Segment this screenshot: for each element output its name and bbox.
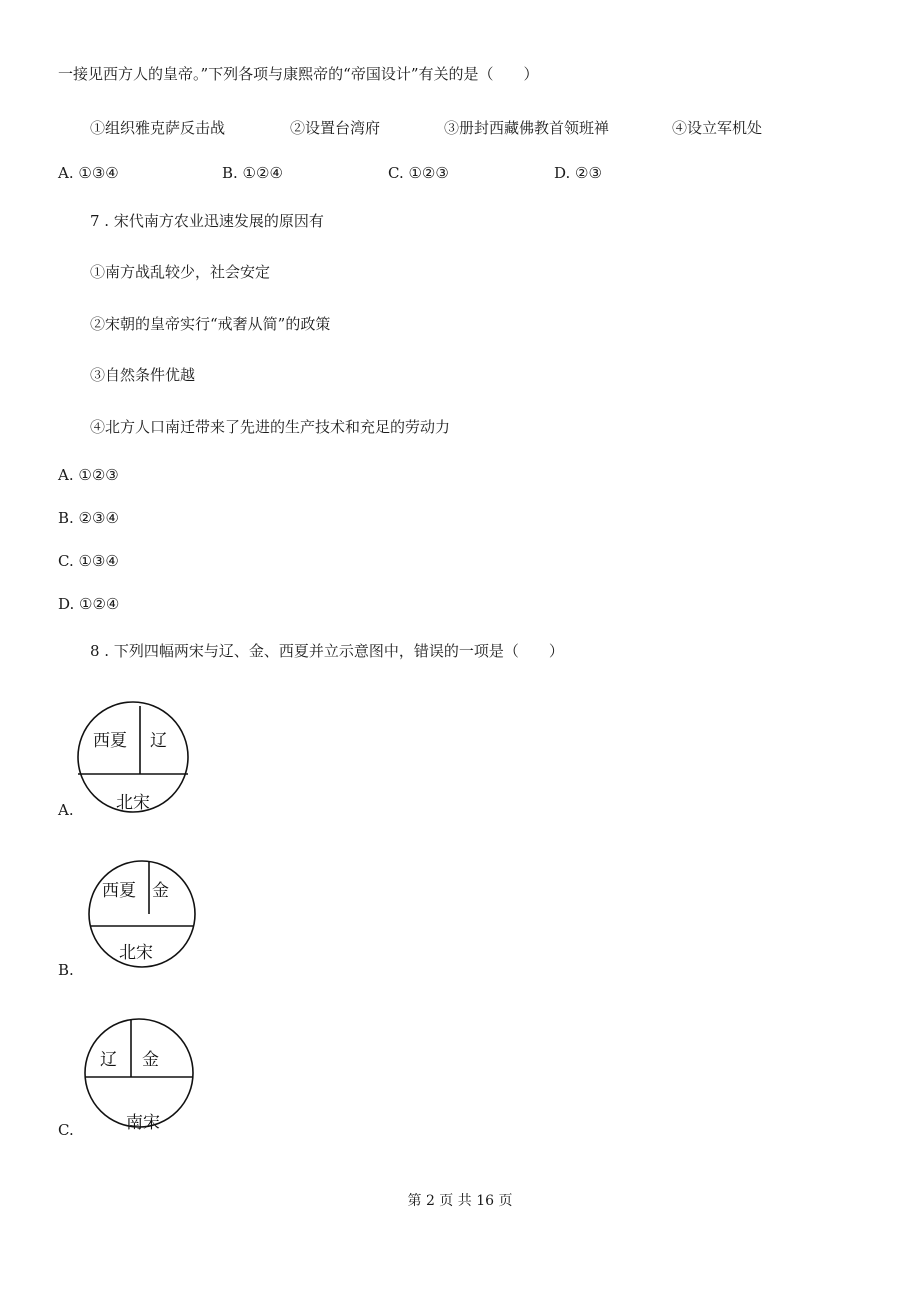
q7-item-2: ②宋朝的皇帝实行“戒奢从简”的政策: [90, 315, 331, 333]
q7-item-3: ③自然条件优越: [90, 366, 196, 384]
q7-option-c[interactable]: C. ①③④: [58, 552, 119, 570]
q8-option-a-label[interactable]: A.: [58, 801, 74, 819]
q8-stem: 8 . 下列四幅两宋与辽、金、西夏并立示意图中，错误的一项是（ ）: [90, 642, 564, 660]
diagram-c-bottom: 南宋: [126, 1113, 160, 1131]
q7-option-b[interactable]: B. ②③④: [58, 509, 119, 527]
page-footer: 第 2 页 共 16 页: [407, 1193, 513, 1209]
q8-diagram-a[interactable]: [74, 700, 194, 820]
q6-option-c[interactable]: C. ①②③: [388, 164, 449, 182]
q6-option-d[interactable]: D. ②③: [554, 164, 602, 182]
q6-item-3: ③册封西藏佛教首领班禅: [444, 119, 610, 137]
diagram-a-top-right: 辽: [150, 731, 167, 751]
diagram-a-bottom: 北宋: [116, 793, 150, 813]
q6-option-b[interactable]: B. ①②④: [222, 164, 283, 182]
diagram-b-bottom: 北宋: [119, 943, 153, 963]
q8-diagram-c[interactable]: [82, 1015, 196, 1135]
q8-option-b-label[interactable]: B.: [58, 961, 74, 979]
q6-stem-tail: 一接见西方人的皇帝。”下列各项与康熙帝的“帝国设计”有关的是（ ）: [58, 65, 539, 83]
q8-option-c-label[interactable]: C.: [58, 1121, 74, 1139]
q7-item-1: ①南方战乱较少，社会安定: [90, 263, 271, 281]
q6-option-a[interactable]: A. ①③④: [58, 164, 119, 182]
q7-option-a[interactable]: A. ①②③: [58, 466, 119, 484]
q6-item-4: ④设立军机处: [672, 119, 763, 137]
diagram-c-top-left: 辽: [100, 1050, 117, 1070]
q7-stem: 7 . 宋代南方农业迅速发展的原因有: [90, 212, 324, 230]
q6-item-2: ②设置台湾府: [290, 119, 381, 137]
diagram-b-top-left: 西夏: [102, 881, 136, 901]
q8-diagram-b[interactable]: [86, 858, 198, 976]
q7-item-4: ④北方人口南迁带来了先进的生产技术和充足的劳动力: [90, 418, 451, 436]
diagram-c-circle: [85, 1019, 193, 1127]
diagram-a-top-left: 西夏: [93, 731, 127, 751]
q6-item-1: ①组织雅克萨反击战: [90, 119, 226, 137]
q7-option-d[interactable]: D. ①②④: [58, 595, 120, 613]
diagram-b-top-right: 金: [152, 881, 169, 901]
diagram-c-top-right: 金: [142, 1050, 159, 1070]
